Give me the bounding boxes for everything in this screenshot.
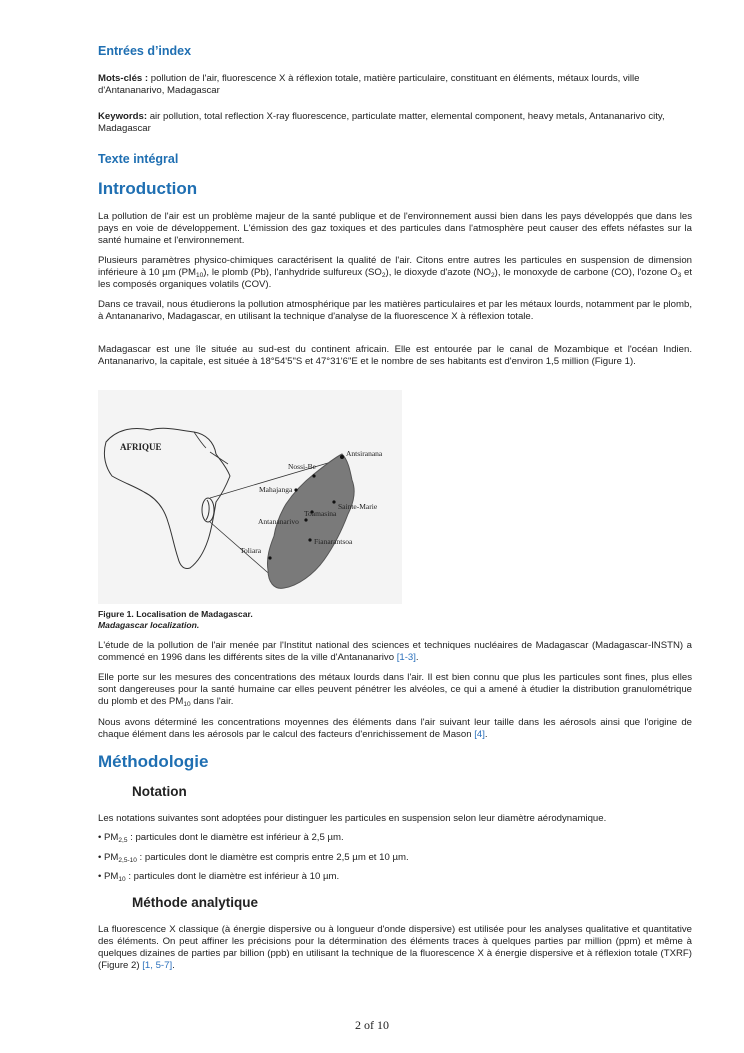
place-label: Fianarantsoa (314, 537, 353, 546)
after-figure-paragraph-1: L'étude de la pollution de l'air menée par l'Institut national des sciences et techniques nucléaires de Madagascar (Madagascar-INSTN) a commencé en 1996 dans les différents sites de la ville d'Antananarivo [1-3]. (98, 640, 692, 663)
bullet-item: • $PM_{2,5}$ : particules dont le diamètre est inférieur à 2,5 µm. (98, 832, 344, 844)
place-label: Toliara (240, 546, 262, 555)
keywords-text: air pollution, total reflection X-ray fluorescence, particulate matter, elemental component, heavy metals, Antananarivo city, Madagascar (98, 111, 665, 134)
methode-analytique-heading: Méthode analytique (132, 895, 259, 910)
figure-caption-fr: Figure 1. Localisation de Madagascar. (98, 609, 253, 619)
index-heading: Entrées d’index (98, 44, 192, 58)
methodologie-heading: Méthodologie (98, 752, 209, 771)
map-image (98, 390, 402, 604)
keywords-label: Keywords: (98, 111, 148, 122)
place-label: Mahajanga (259, 485, 293, 494)
notation-intro: Les notations suivantes sont adoptées pour distinguer les particules en suspension selon leur diamètre aérodynamique. (98, 813, 607, 824)
intro-paragraph-1: La pollution de l'air est un problème majeur de la santé publique et de l'environnement aussi bien dans les pays développés que dans les pays en voie de développement. L'émission des gaz toxiques et des particules dans l'atmosphère peut causer des effets néfastes sur la santé humaine et l'environnement. (98, 211, 692, 246)
place-label: Nossi-Be (288, 462, 316, 471)
keywords-paragraph (98, 111, 692, 135)
place-label: Toamasina (304, 509, 337, 518)
texte-integral-heading: Texte intégral (98, 152, 179, 166)
analytique-paragraph: La fluorescence X classique (à énergie dispersive ou à longueur d'onde dispersive) est utilisée pour les analyses qualitative et quantitative des éléments. On peut affiner les précisions pour la détermination des éléments traces à quelques parties par million (ppm) et même à quelques dizaines de parties par billion (ppb) en utilisant la technique de la fluorescence X à énergie dispersive et à réflexion totale (TXRF) (Figure 2) [1, 5-7]. (98, 924, 692, 971)
reference-link[interactable]: [1-3] (396, 652, 416, 663)
page-number: 2 of 10 (355, 1018, 389, 1032)
motscles-text: pollution de l'air, fluorescence X à réflexion totale, matière particulaire, constituant en éléments, métaux lourds, ville d'Antananarivo, Madagascar (98, 73, 640, 96)
reference-link[interactable]: [4] (474, 729, 485, 740)
motscles-paragraph (98, 73, 692, 97)
madagascar-map-figure (98, 390, 402, 604)
after-figure-paragraph-3: Nous avons déterminé les concentrations moyennes des éléments dans l'air suivant leur taille dans les aérosols ainsi que l'origine de chaque élément dans les aérosols par le calcul des facteurs d'enrichissement de Mason [4]. (98, 717, 692, 740)
reference-link[interactable]: [1, 5-7] (142, 960, 173, 971)
after-figure-paragraph-2: Elle porte sur les mesures des concentrations des métaux lourds dans l'air. Il est bien connu que plus les particules sont fines, plus elles sont dangereuses pour la santé humaine car elles peuvent pénétrer les alvéoles, ce qui a amené à étudier la distribution granulométrique du plomb et des $PM_{10}$ dans l'air. (98, 672, 692, 708)
bullet-item: • $PM_{2,5-10}$ : particules dont le diamètre est compris entre 2,5 µm et 10 µm. (98, 852, 409, 864)
bullet-item: • $PM_{10}$ : particules dont le diamètre est inférieur à 10 µm. (98, 871, 340, 883)
place-label: Sainte-Marie (338, 502, 378, 511)
figure-caption-en: Madagascar localization. (98, 620, 200, 630)
notation-heading: Notation (132, 784, 187, 799)
motscles-label: Mots-clés : (98, 73, 149, 84)
intro-paragraph-2: Plusieurs paramètres physico-chimiques caractérisent la qualité de l'air. Citons entre autres les particules en suspension de dimension inférieure à 10 µm $(PM_{10})$, le plomb (Pb), l'anhydride sulfureux $(SO_2)$, le dioxyde d'azote $(NO_2)$, le monoxyde de carbone (CO), l'ozone $O_3$ et les composés organiques volatils (COV). (98, 255, 692, 290)
intro-paragraph-4: Madagascar est une île située au sud-est du continent africain. Elle est entourée par le canal de Mozambique et l'océan Indien. Antananarivo, la capitale, est située à 18°54'5"S et 47°31'6"E et le nombre de ses habitants est d'environ 1,5 million (Figure 1). (98, 344, 692, 367)
afrique-label: AFRIQUE (120, 442, 162, 452)
introduction-heading: Introduction (98, 179, 198, 198)
intro-paragraph-3: Dans ce travail, nous étudierons la pollution atmosphérique par les matières particulaires et par les métaux lourds, notamment par le plomb, à Antananarivo, Madagascar, en utilisant la technique d'analyse de la fluorescence X à réflexion totale. (98, 299, 692, 322)
place-label: Antananarivo (258, 517, 299, 526)
place-label: Antsiranana (346, 449, 383, 458)
